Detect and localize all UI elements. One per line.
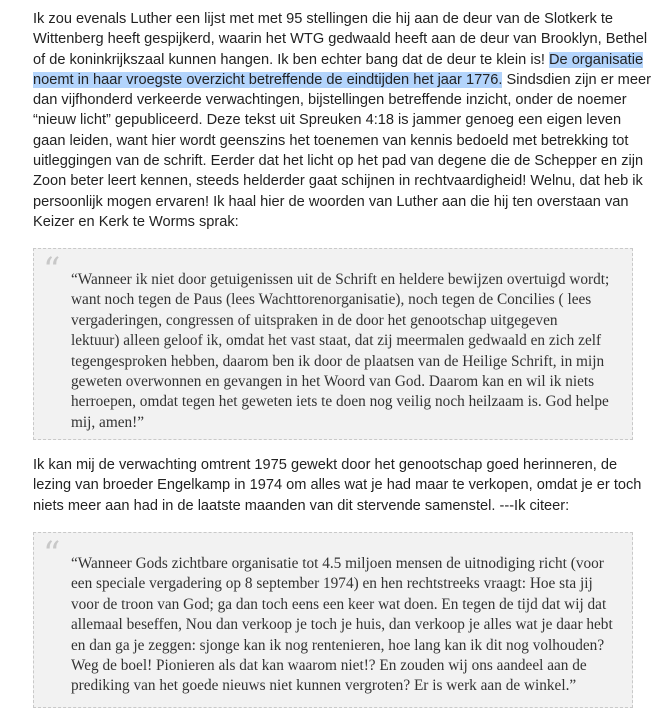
selected-text[interactable]: noemt in haar vroegste overzicht betreffende de eindtijden het jaar 1776. xyxy=(33,71,503,88)
paragraph-luther-intro xyxy=(33,9,651,232)
quote-line: tegengesproken hebben, daarom ben ik door de plaatsen van de Heilige Schrift, in mijn xyxy=(71,352,605,370)
text-line: Ik zou evenals Luther een lijst met met 95 stellingen die hij aan de deur van de Slotkerk te xyxy=(33,11,614,27)
text-line: “nieuw licht” gepubliceerd. Deze tekst uit Spreuken 4:18 is jammer genoeg een eigen leven xyxy=(33,112,622,129)
quote-line: “Wanneer ik niet door getuigenissen uit de Schrift en heldere bewijzen overtuigd wordt; xyxy=(71,271,610,288)
blockquote-luther xyxy=(33,248,633,440)
text-line: Ik kan mij de verwachting omtrent 1975 gewekt door het genootschap goed herinneren, de xyxy=(33,457,618,473)
text-line: lezing van broeder Engelkamp in 1974 om alles wat je had maar te verkopen, omdat je er toch xyxy=(33,477,642,494)
text-line xyxy=(33,50,644,70)
text-line: niets meer aan had in de laatste maanden van dit stervende samenstel. ---Ik citeer: xyxy=(33,497,570,514)
text-line: uitleggingen van de schrift. Eerder dat het licht op het pad van degene die de Schepper en zijn xyxy=(33,153,644,170)
quote-line: een speciale vergadering op 8 september 1974) en hen rechtstreeks vraagt: Hoe sta jij xyxy=(71,575,593,593)
quote-line: geweten overwonnen en gevangen in het Woord van God. Daarom kan en wil ik niets xyxy=(71,373,595,391)
text-segment: Sindsdien zijn er meer xyxy=(502,71,651,88)
text-line: Keizer en Kerk te Worms sprak: xyxy=(33,213,239,230)
quote-line: voor de troon van God; ga dan toch eens een keer wat doen. En tegen de tijd dat wij dat xyxy=(71,595,607,613)
quote-line: allemaal beseffen, Nou dan verkoop je toch je huis, dan verkoop je alles wat je daar hebt xyxy=(71,616,613,634)
text-line: Zoon beter leert kennen, steeds helderder gaat schijnen in rechtvaardigheid! Welnu, dat heb ik xyxy=(33,173,643,190)
text-line: dan vijfhonderd verkeerde verwachtingen, bijstellingen betreffende inzicht, onder de noemer xyxy=(33,92,627,109)
blockquote-engelkamp xyxy=(33,532,633,708)
quote-mark-icon: “ xyxy=(43,534,61,574)
quote-mark-icon: “ xyxy=(43,250,61,290)
quote-line: “Wanneer Gods zichtbare organisatie tot 4.5 miljoen mensen de uitnodiging richt (voor xyxy=(71,555,604,572)
blockquote-text xyxy=(71,270,609,433)
quote-line: herroepen, omdat tegen het geweten iets te doen nog veilig noch heilzaam is. God helpe xyxy=(71,393,609,411)
quote-line: en dan ga je zeggen: sjonge kan ik nog rentenieren, hoe lang kan ik dit nog volhouden? xyxy=(71,636,605,654)
text-line: gaan leiden, want hier wordt geenszins het toenemen van kennis bedoeld met betrekking tot xyxy=(33,132,629,149)
paragraph-1975-expectation xyxy=(33,455,642,516)
text-line xyxy=(33,70,651,90)
quote-line: Weg de boel! Pionieren als dat kan waarom niet!? En zouden wij ons aandeel aan de xyxy=(71,657,587,675)
blockquote-text xyxy=(71,554,613,697)
selected-text[interactable]: De organisatie xyxy=(548,51,644,68)
quote-line: lektuur) alleen geloof ik, omdat het vast staat, dat zij meermalen gedwaald en zich zelf xyxy=(71,332,602,350)
quote-line: vergaderingen, congressen of uitspraken in de door het genootschap uitgegeven xyxy=(71,311,558,329)
quote-line: want noch tegen de Paus (lees Wachttorenorganisatie), noch tegen de Concilies ( lees xyxy=(71,291,592,309)
quote-line: prediking van het goede nieuws niet kunnen vergroten? Er is werk aan de winkel.” xyxy=(71,677,577,695)
text-line: persoonlijk mogen ervaren! Ik haal hier de woorden van Luther aan die hij ten overstaan van xyxy=(33,193,629,210)
quote-line: mij, amen!” xyxy=(71,413,145,431)
text-line: Wittenberg heeft gespijkerd, waarin het WTG gedwaald heeft aan de deur van Brooklyn, Bethel xyxy=(33,31,648,48)
text-segment: of de koninkrijkszaal kunnen hangen. Ik ben echter bang dat de deur te klein is! xyxy=(33,51,549,68)
